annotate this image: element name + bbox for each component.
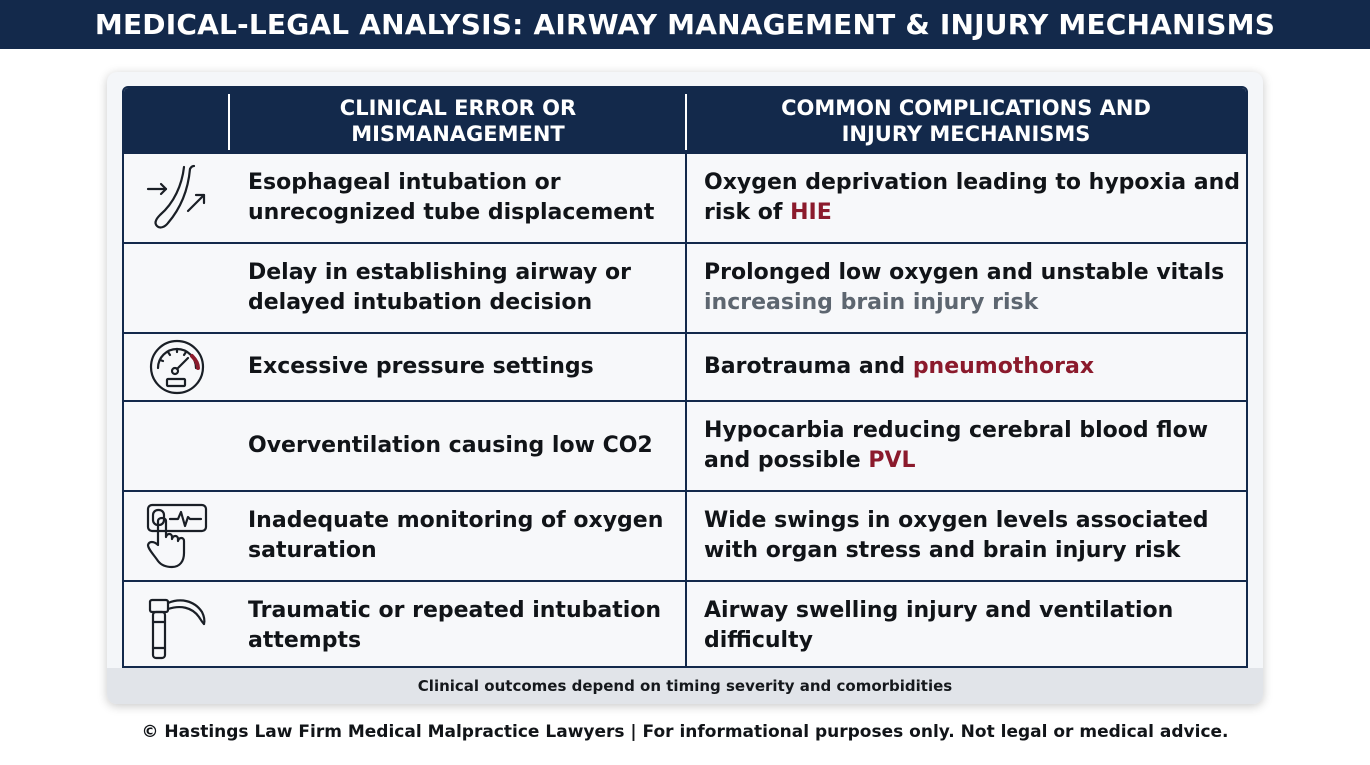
complication-text [704,402,1244,490]
copyright-disclaimer: © Hastings Law Firm Medical Malpractice Lawyers | For informational purposes only. Not legal or medical advice. [141,722,1229,742]
clinical-error-text: Delay in establishing airway or delayed intubation decision [248,260,632,315]
column-divider [685,582,687,668]
complication-main: Barotrauma and [704,354,906,379]
complication-main: Oxygen deprivation leading to hypoxia and risk of [704,170,1241,225]
card-footer-note: Clinical outcomes depend on timing severity and comorbidities [107,668,1263,704]
column-divider [685,402,687,490]
complication-main: Airway swelling injury and ventilation difficulty [704,598,1174,653]
table-header [124,88,1246,154]
table-row [124,332,1246,400]
complication-highlight: pneumothorax [912,354,1095,379]
complication-text [704,334,1244,400]
pulse-oximeter-monitor-icon [142,501,212,571]
complication-main: Prolonged low oxygen and unstable vitals [704,260,1225,285]
clinical-error-text: Excessive pressure settings [248,354,594,379]
clinical-error-text: Inadequate monitoring of oxygen saturation [248,508,664,563]
complication-main: Hypocarbia reducing cerebral blood flow and possible [704,418,1209,473]
pressure-gauge-icon [146,338,208,396]
complication-highlight: HIE [790,200,832,225]
clinical-error-text: Esophageal intubation or unrecognized tube displacement [248,170,655,225]
column-header-complications: COMMON COMPLICATIONS AND INJURY MECHANISMS [781,96,1151,146]
column-divider [685,334,687,400]
page-title: MEDICAL-LEGAL ANALYSIS: AIRWAY MANAGEMENT & INJURY MECHANISMS [0,0,1370,49]
row-icon-cell [124,334,230,400]
complication-text [704,492,1244,580]
row-icon-cell [124,492,230,580]
column-divider [685,154,687,242]
endotracheal-tube-icon [144,163,210,233]
row-icon-cell [124,154,230,242]
laryngoscope-icon [144,590,210,662]
complication-text [704,582,1244,668]
column-divider [685,244,687,332]
complication-main: Wide swings in oxygen levels associated with organ stress and brain injury risk [704,508,1209,563]
row-icon-cell [124,244,230,332]
column-divider [685,492,687,580]
complication-text [704,244,1244,332]
complication-highlight: PVL [868,448,916,473]
row-icon-cell [124,582,230,668]
complication-text [704,154,1244,242]
table-row [124,152,1246,242]
clinical-error-text: Traumatic or repeated intubation attempts [248,598,662,653]
analysis-table [122,86,1248,668]
column-header-clinical-error: CLINICAL ERROR OR MISMANAGEMENT [339,96,577,146]
table-row [124,242,1246,332]
table-row [124,580,1246,668]
table-row [124,490,1246,580]
table-row [124,400,1246,490]
row-icon-cell [124,402,230,490]
complication-secondary: increasing brain injury risk [704,290,1039,315]
clinical-error-text: Overventilation causing low CO2 [248,433,653,458]
